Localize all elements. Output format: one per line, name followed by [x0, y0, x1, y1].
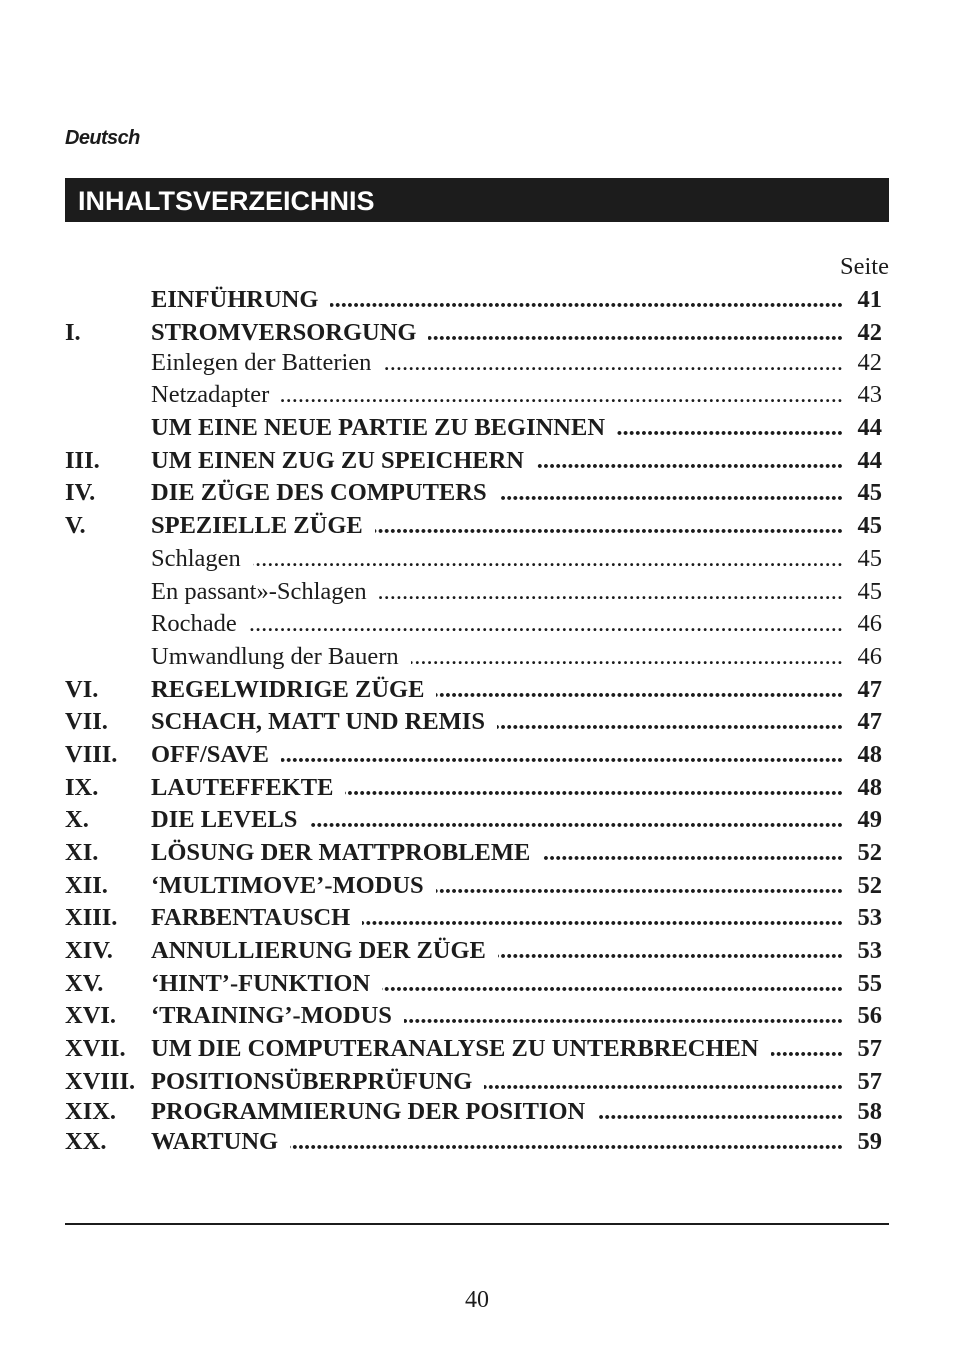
toc-entry-page: 56: [857, 1002, 882, 1030]
toc-entry-number: V.: [65, 512, 86, 540]
toc-subentry: [65, 577, 882, 607]
toc-dot-leader: [498, 936, 843, 966]
toc-entry-number: VI.: [65, 675, 99, 703]
toc-subentry: [65, 348, 882, 378]
toc-dot-leader: [404, 1001, 843, 1031]
toc-entry-title: LÖSUNG DER MATTPROBLEME: [151, 839, 531, 866]
toc-entry-title: PROGRAMMIERUNG DER POSITION: [151, 1097, 586, 1125]
toc-entry-page: 45: [857, 544, 882, 572]
toc-dot-leader: [383, 348, 843, 378]
toc-subentry: [65, 609, 882, 639]
toc-entry: [65, 675, 882, 705]
toc-entry: [65, 871, 882, 901]
toc-dot-leader: [379, 577, 843, 607]
toc-entry-title: ‘MULTIMOVE’-MODUS: [151, 871, 424, 899]
toc-entry-title: Umwandlung der Bauern: [151, 642, 399, 670]
toc-dot-leader: [345, 773, 843, 803]
toc-entry-title: UM DIE COMPUTERANALYSE ZU UNTERBRECHEN: [151, 1035, 759, 1063]
toc-entry-title: Einlegen der Batterien: [151, 348, 372, 376]
toc-entry: [65, 903, 882, 933]
toc-entry: [65, 707, 882, 737]
toc-entry: [65, 478, 882, 508]
toc-dot-leader: [484, 1067, 843, 1097]
toc-entry: [65, 969, 882, 999]
toc-dot-leader: [309, 805, 843, 835]
toc-dot-leader: [436, 675, 843, 705]
toc-dot-leader: [281, 740, 843, 770]
toc-subentry: [65, 380, 882, 410]
toc-entry-page: 52: [857, 871, 882, 899]
toc-entry-number: I.: [65, 318, 81, 346]
section-banner: [65, 178, 889, 222]
toc-dot-leader: [597, 1097, 843, 1127]
toc-entry-title: REGELWIDRIGE ZÜGE: [151, 675, 425, 703]
toc-entry-title: FARBENTAUSCH: [151, 904, 351, 932]
toc-entry-number: [65, 577, 151, 607]
toc-entry-title: SCHACH, MATT UND REMIS: [151, 708, 485, 736]
toc-entry-number: III.: [65, 446, 100, 474]
toc-entry-page: 48: [857, 740, 882, 768]
toc-entry-number: XIX.: [65, 1097, 117, 1125]
toc-entry: [65, 1127, 882, 1157]
toc-entry-title: ‘HINT’-FUNKTION: [151, 969, 371, 997]
toc-entry-number: IX.: [65, 773, 99, 801]
toc-entry: [65, 511, 882, 541]
toc-entry: [65, 740, 882, 770]
toc-entry: [65, 1034, 882, 1064]
toc-entry-page: 55: [857, 969, 882, 997]
toc-dot-leader: [382, 969, 843, 999]
toc-entry: [65, 413, 882, 443]
toc-entry-page: 46: [857, 610, 882, 638]
toc-entry-number: IV.: [65, 479, 96, 507]
page-column-label: Seite: [840, 253, 889, 280]
toc-dot-leader: [617, 413, 843, 443]
toc-entry-page: 44: [857, 414, 882, 442]
toc-entry-title: SPEZIELLE ZÜGE: [151, 512, 363, 540]
toc-entry-number: [65, 609, 151, 639]
toc-dot-leader: [375, 511, 843, 541]
table-of-contents: [65, 285, 882, 1157]
toc-entry-page: 57: [857, 1035, 882, 1063]
toc-dot-leader: [330, 285, 843, 315]
toc-entry: [65, 1097, 882, 1127]
toc-entry: [65, 936, 882, 966]
toc-entry-page: 49: [857, 806, 882, 834]
toc-entry-page: 57: [857, 1067, 882, 1095]
toc-entry-number: X.: [65, 806, 89, 834]
toc-subentry: [65, 642, 882, 672]
toc-dot-leader: [249, 609, 843, 639]
toc-entry-title: DIE ZÜGE DES COMPUTERS: [151, 479, 487, 507]
toc-entry-number: [65, 348, 151, 378]
toc-dot-leader: [436, 871, 843, 901]
footer-divider: [65, 1223, 889, 1225]
toc-entry-title: LAUTEFFEKTE: [151, 773, 334, 801]
toc-entry-page: 46: [857, 642, 882, 670]
toc-entry-page: 47: [857, 675, 882, 703]
toc-dot-leader: [411, 642, 843, 672]
toc-dot-leader: [281, 380, 843, 410]
toc-entry-number: [65, 544, 151, 574]
toc-dot-leader: [253, 544, 843, 574]
toc-entry-title: ANNULLIERUNG DER ZÜGE: [151, 937, 486, 965]
toc-entry-page: 45: [857, 512, 882, 540]
toc-entry-page: 48: [857, 773, 882, 801]
page-number: 40: [465, 1287, 489, 1313]
toc-entry-number: XII.: [65, 871, 108, 899]
toc-entry-page: 42: [857, 348, 882, 376]
toc-entry: [65, 285, 882, 315]
page-title: INHALTSVERZEICHNIS: [78, 185, 375, 216]
toc-entry-title: UM EINE NEUE PARTIE ZU BEGINNEN: [151, 414, 606, 442]
toc-entry: [65, 446, 882, 476]
toc-entry-page: 47: [857, 708, 882, 736]
toc-entry-number: [65, 413, 151, 443]
toc-dot-leader: [536, 446, 843, 476]
toc-dot-leader: [771, 1034, 843, 1064]
toc-entry-title: DIE LEVELS: [151, 806, 298, 834]
toc-entry-title: STROMVERSORGUNG: [151, 318, 417, 346]
toc-dot-leader: [497, 707, 843, 737]
toc-entry-page: 53: [857, 904, 882, 932]
toc-subentry: [65, 544, 882, 574]
toc-entry-number: XV.: [65, 969, 104, 997]
toc-entry-number: XVII.: [65, 1035, 126, 1063]
toc-entry-title: ‘TRAINING’-MODUS: [151, 1002, 392, 1030]
toc-entry-number: XX.: [65, 1127, 107, 1155]
toc-entry-number: XIV.: [65, 937, 113, 965]
toc-entry-number: VII.: [65, 708, 108, 736]
toc-entry-page: 45: [857, 479, 882, 507]
toc-entry-page: 58: [857, 1097, 882, 1125]
toc-entry-number: [65, 380, 151, 410]
toc-entry: [65, 318, 882, 348]
toc-dot-leader: [499, 478, 843, 508]
toc-entry-page: 52: [857, 839, 882, 866]
toc-entry: [65, 773, 882, 803]
toc-entry-title: OFF/SAVE: [151, 740, 269, 768]
toc-entry-number: XIII.: [65, 904, 118, 932]
toc-entry-number: XVIII.: [65, 1067, 136, 1095]
toc-entry-page: 43: [857, 381, 882, 409]
toc-entry-title: Netzadapter: [151, 381, 270, 409]
toc-entry: [65, 1067, 882, 1097]
toc-dot-leader: [542, 838, 843, 868]
toc-entry-page: 44: [857, 446, 882, 474]
toc-entry-number: [65, 285, 151, 315]
toc-dot-leader: [362, 903, 843, 933]
language-label: Deutsch: [65, 127, 140, 149]
toc-entry-number: XVI.: [65, 1002, 117, 1030]
toc-entry-title: En passant»-Schlagen: [151, 577, 367, 605]
toc-entry-title: EINFÜHRUNG: [151, 286, 319, 313]
toc-entry-number: VIII.: [65, 740, 118, 768]
toc-entry-title: WARTUNG: [151, 1127, 279, 1155]
toc-entry: [65, 1001, 882, 1031]
toc-dot-leader: [428, 318, 843, 348]
toc-dot-leader: [290, 1127, 843, 1157]
toc-entry-title: UM EINEN ZUG ZU SPEICHERN: [151, 446, 524, 474]
toc-entry-number: [65, 642, 151, 672]
toc-entry-title: Rochade: [151, 610, 237, 638]
toc-entry-page: 53: [857, 937, 882, 965]
toc-entry: [65, 805, 882, 835]
toc-entry-title: Schlagen: [151, 544, 241, 572]
toc-entry-page: 59: [857, 1127, 882, 1155]
toc-entry-title: POSITIONSÜBERPRÜFUNG: [151, 1067, 473, 1095]
toc-entry-page: 45: [857, 577, 882, 605]
toc-entry-number: XI.: [65, 839, 99, 866]
toc-entry-page: 41: [857, 286, 882, 313]
toc-entry-page: 42: [857, 318, 882, 346]
toc-entry: [65, 838, 882, 868]
